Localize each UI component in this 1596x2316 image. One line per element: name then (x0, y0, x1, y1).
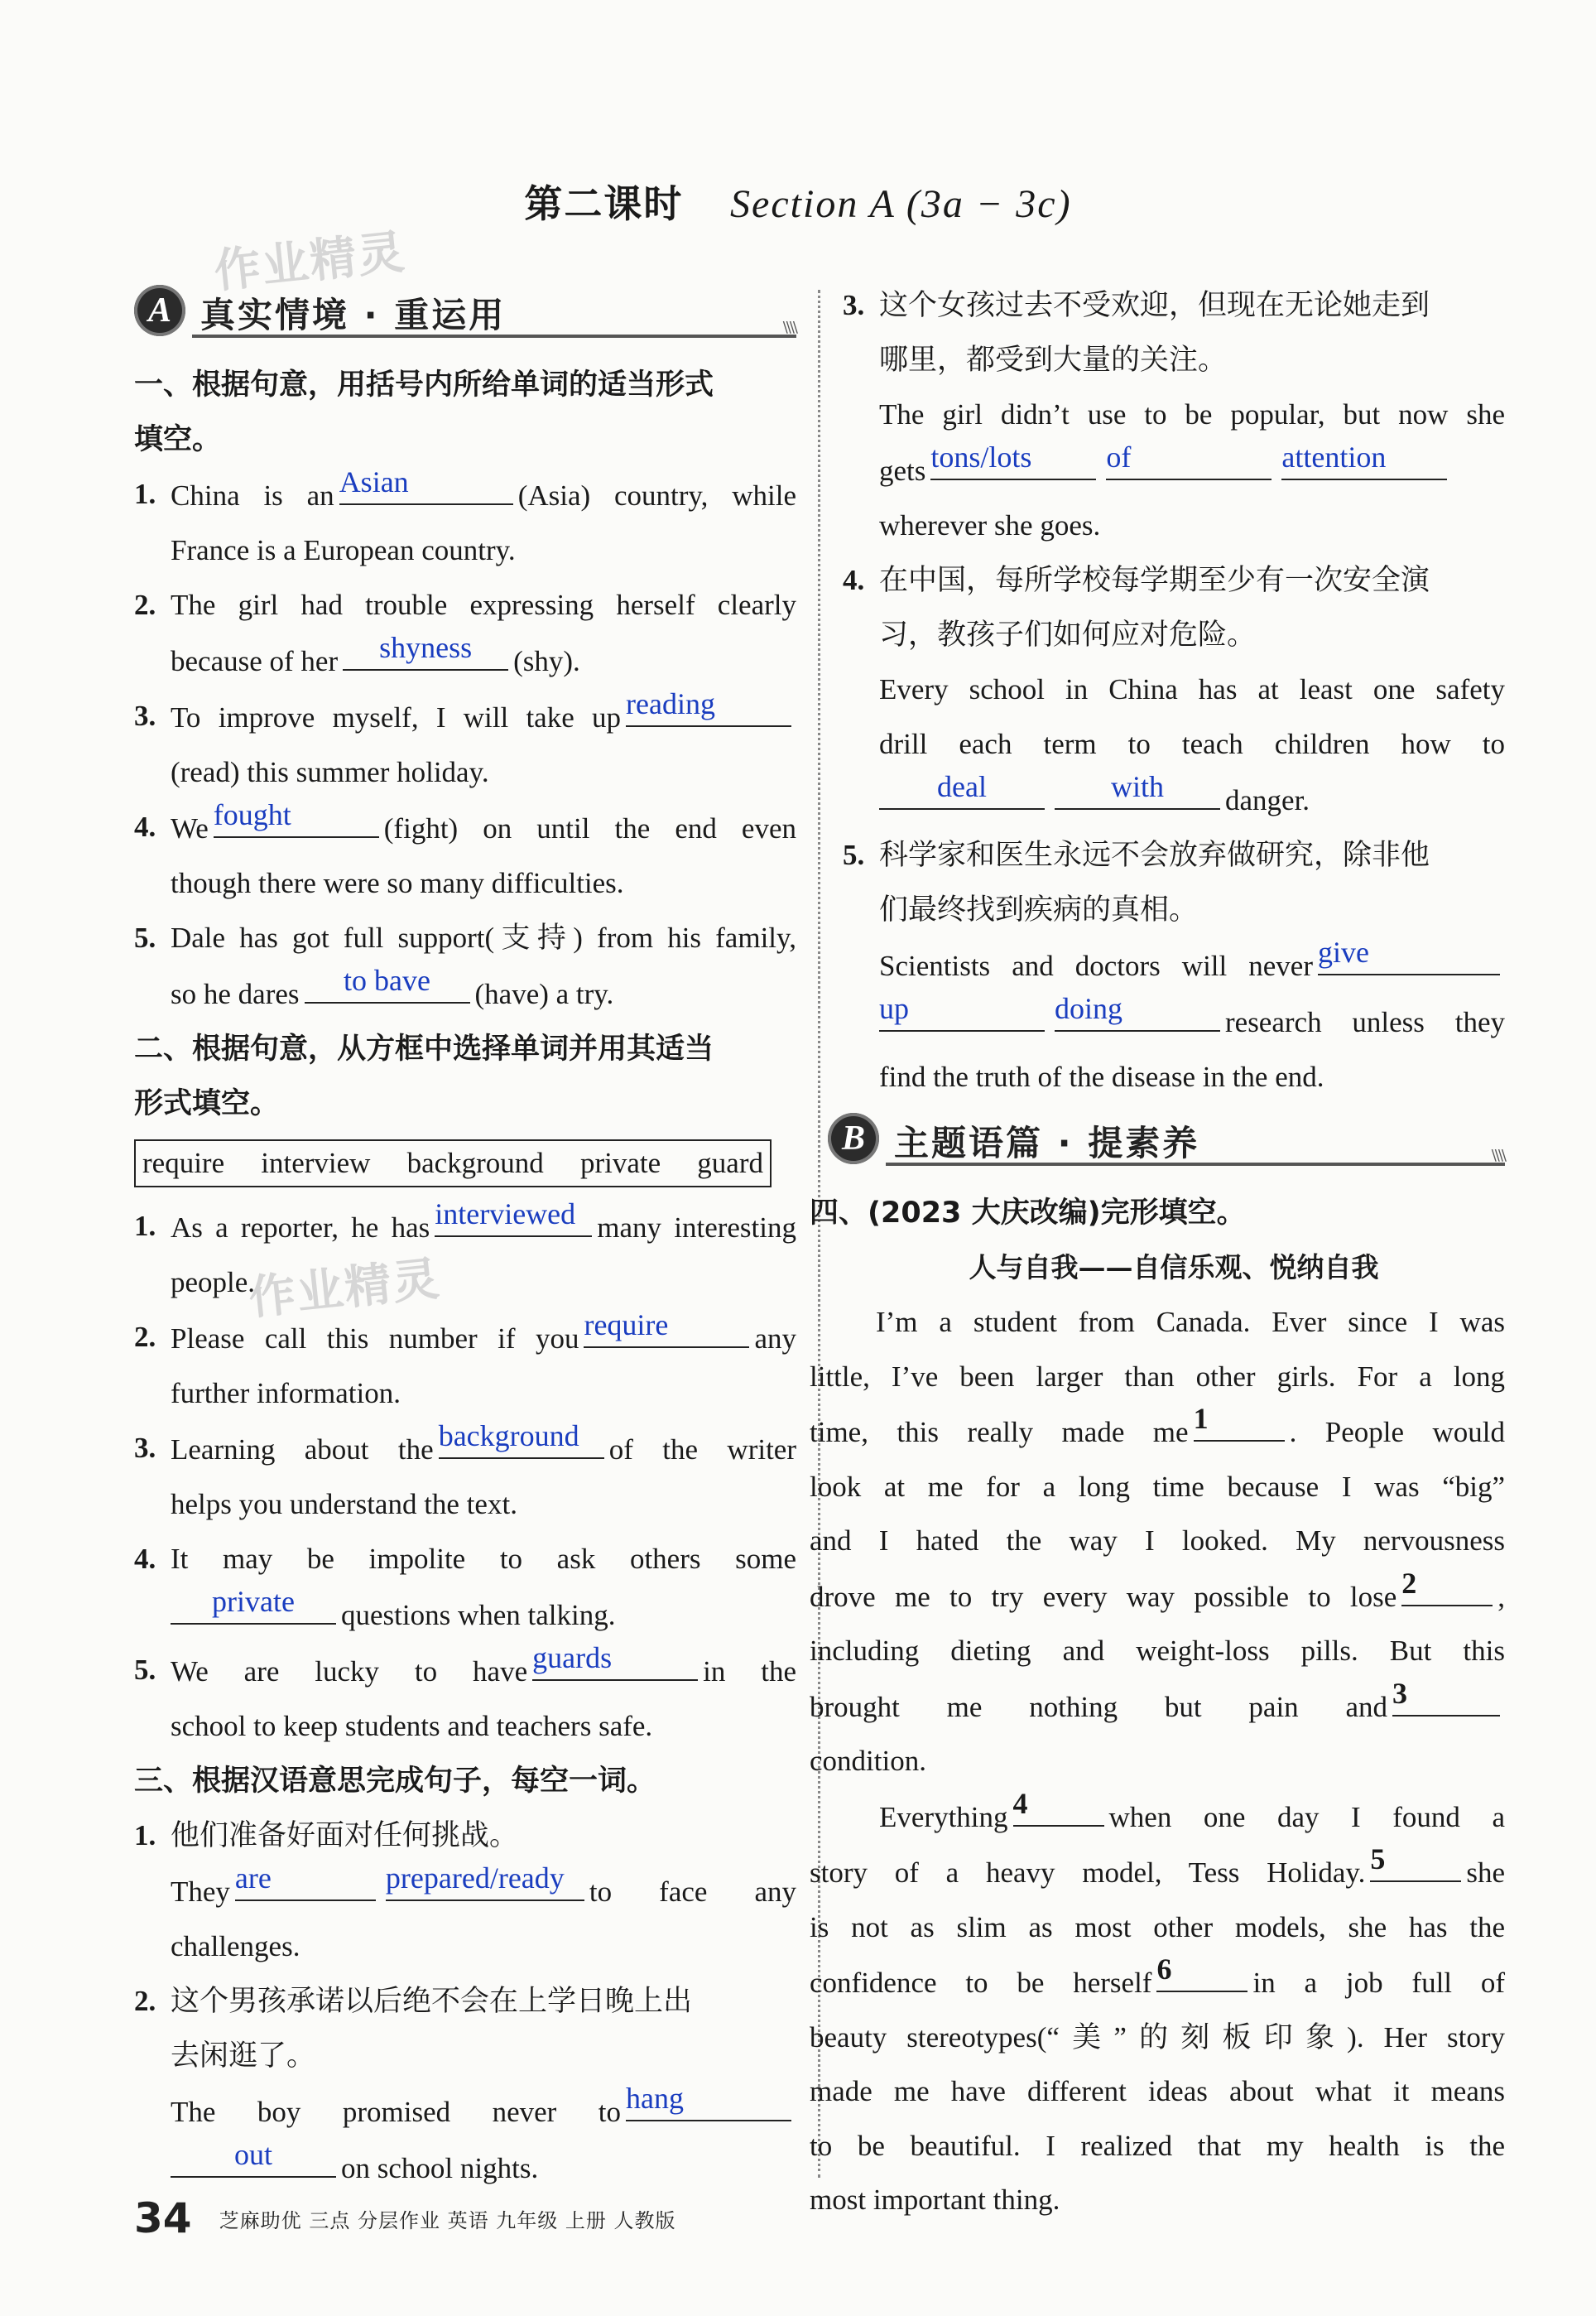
answer-blank[interactable]: hang (626, 2083, 791, 2121)
answer-blank[interactable]: with (1055, 772, 1220, 810)
answer-blank[interactable]: are (235, 1863, 376, 1901)
part3-question-2: 2. 这个男孩承诺以后绝不会在上学日晚上出 去闲逛了。 The boy promised never to hang out on school nights. (134, 1974, 796, 2196)
part2-question-4: 4. It may be impolite to ask others some private questions when talking. (134, 1543, 796, 1631)
part3-question-4: 4. 在中国，每所学校每学期至少有一次安全演 习，教孩子们如何应对危险。 Every school in China has at least one safety drill each term to teach children how to deal with danger. (843, 564, 1505, 816)
answer-blank[interactable]: background (439, 1421, 604, 1459)
cloze-blank-4[interactable]: 4 (1013, 1789, 1104, 1827)
answer-blank[interactable]: reading (626, 689, 791, 727)
part3-heading: 三、根据汉语意思完成句子，每空一词。 (134, 1765, 656, 1798)
answer-blank[interactable]: guards (532, 1643, 698, 1681)
answer-blank[interactable]: to bave (305, 965, 470, 1004)
passage-paragraph-1: I’m a student from Canada. Ever since I was little, I’ve been larger than other girls. For a long time, this really made me 1 . People would look at me for a long time because I was “big” and I hated the way I looked. My nervousness drove me to try every way possible to lose 2 , including dieting and weight-loss pills. But this brought me nothing but pain and 3 condition. (810, 1306, 1505, 1777)
part1-question-3: 3. To improve myself, I will take up reading (read) this summer holiday. (134, 689, 796, 800)
answer-blank[interactable]: doing (1055, 994, 1220, 1032)
section-b-title: 主题语篇 · 提素养 (894, 1123, 1200, 1163)
answer-blank[interactable]: attention (1281, 442, 1447, 480)
book-info: 芝麻助优 三点 分层作业 英语 九年级 上册 人教版 (219, 2208, 676, 2232)
word-bank-item: private (579, 1147, 661, 1179)
answer-blank[interactable]: up (879, 994, 1045, 1032)
page-footer (134, 2194, 675, 2242)
left-column (134, 282, 796, 2196)
word-bank-item: guard (697, 1147, 763, 1179)
cloze-blank-6[interactable]: 6 (1156, 1954, 1247, 1992)
answer-blank[interactable]: private (171, 1587, 336, 1625)
part4-heading: 四、(2023 大庆改编)完形填空。 (810, 1197, 1246, 1230)
answer-blank[interactable]: give (1318, 937, 1500, 975)
answer-blank[interactable]: tons/lots (930, 442, 1096, 480)
section-b-underline (886, 1163, 1505, 1166)
part1-question-4: 4. We fought (fight) on until the end even though there were so many difficulties. (134, 798, 796, 899)
part1-question-1: 1. China is an Asian (Asia) country, while France is a European country. (134, 465, 796, 566)
answer-blank[interactable]: require (584, 1310, 749, 1348)
cloze-blank-2[interactable]: 2 (1401, 1568, 1493, 1606)
passage-paragraph-2: Everything 4 when one day I found a story of a heavy model, Tess Holiday. 5 she is not as slim as most other models, she has the confidence to be herself 6 in a job full of beauty stereotypes(“美”的刻板印象). Her story made me have different ideas about what it means to be beautiful. I realized that my health is the most important thing. (810, 1786, 1505, 2216)
word-bank-item: background (406, 1147, 544, 1179)
answer-blank[interactable]: Asian (339, 467, 513, 505)
watermark-top: 作业精灵 (211, 225, 409, 299)
answer-blank[interactable]: shyness (343, 633, 508, 671)
page-number: 34 (134, 2194, 192, 2242)
watermark-middle: 作业精灵 (246, 1252, 444, 1326)
section-b-header (828, 1110, 1505, 1171)
part3-question-3: 3. 这个女孩过去不受欢迎，但现在无论她走到 哪里，都受到大量的关注。 The girl didn’t use to be popular, but now she gets tons/lots of attention wherever she goes. (843, 289, 1505, 542)
part2-question-1: 1. As a reporter, he has interviewed many interesting people. (134, 1197, 796, 1298)
word-bank-box (134, 1139, 772, 1187)
cloze-blank-1[interactable]: 1 (1194, 1404, 1285, 1442)
section-a-badge: A (134, 285, 185, 336)
right-column (810, 278, 1505, 2227)
cloze-blank-5[interactable]: 5 (1370, 1844, 1461, 1882)
part2-question-2: 2. Please call this number if you require any further information. (134, 1308, 796, 1409)
part3-question-5: 5. 科学家和医生永远不会放弃做研究，除非他 们最终找到疾病的真相。 Scientists and doctors will never give up doing research unless they find the truth of the disease in the end. (843, 839, 1505, 1093)
part3-question-1: 1. 他们准备好面对任何挑战。 They are prepared/ready to face any challenges. (134, 1819, 796, 1962)
lesson-title-cn: 第二课时 (524, 181, 684, 226)
part1-question-2: 2. The girl had trouble expressing herself clearly because of her shyness (shy). (134, 589, 796, 677)
part1-heading: 一、根据句意，用括号内所给单词的适当形式 填空。 (134, 368, 714, 456)
section-b-badge: B (828, 1113, 879, 1164)
lesson-title-en: Section A (3a − 3c) (730, 182, 1072, 226)
answer-blank[interactable]: interviewed (435, 1199, 592, 1237)
section-a-header (134, 282, 796, 343)
section-a-title: 真实情境 · 重运用 (200, 295, 507, 335)
part2-question-3: 3. Learning about the background of the writer helps you understand the text. (134, 1419, 796, 1520)
answer-blank[interactable]: prepared/ready (386, 1863, 584, 1901)
answer-blank[interactable]: out (171, 2140, 336, 2178)
cloze-blank-3[interactable]: 3 (1392, 1678, 1500, 1717)
word-bank-item: require (142, 1147, 225, 1179)
section-a-underline (192, 335, 796, 338)
word-bank-item: interview (261, 1147, 371, 1179)
answer-blank[interactable]: of (1106, 442, 1272, 480)
part2-question-5: 5. We are lucky to have guards in the school to keep students and teachers safe. (134, 1641, 797, 1742)
part2-heading: 二、根据句意，从方框中选择单词并用其适当 形式填空。 (134, 1033, 714, 1120)
answer-blank[interactable]: fought (214, 800, 379, 838)
lesson-title (0, 174, 1596, 229)
passage-title: 人与自我——自信乐观、悦纳自我 (969, 1251, 1379, 1283)
part1-question-5: 5. Dale has got full support(支持) from his family, so he dares to bave (have) a try. (134, 922, 796, 1010)
answer-blank[interactable]: deal (879, 772, 1045, 810)
